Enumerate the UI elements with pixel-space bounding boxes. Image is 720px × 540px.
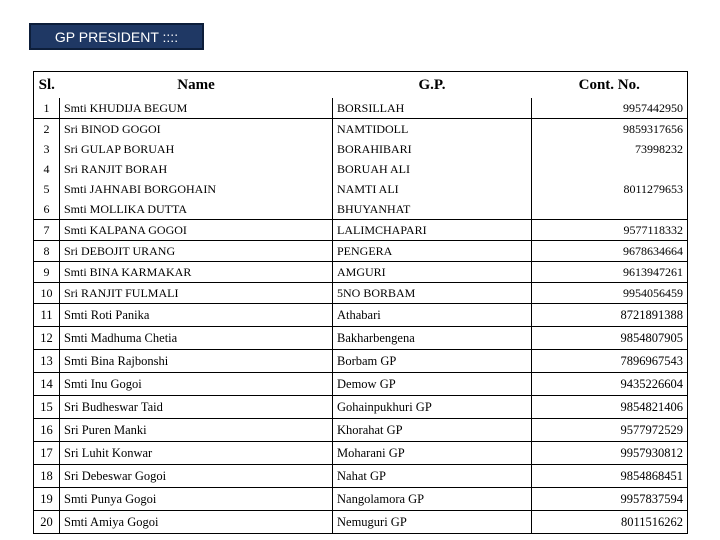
table-row <box>34 488 688 511</box>
table-row <box>34 139 688 159</box>
cell-name: Sri Luhit Konwar <box>60 442 333 465</box>
cell-contact: 8721891388 <box>532 304 688 327</box>
cell-contact <box>532 199 688 220</box>
cell-contact: 9577972529 <box>532 419 688 442</box>
table-row <box>34 159 688 179</box>
cell-gp: AMGURI <box>333 262 532 283</box>
cell-sl: 14 <box>34 373 60 396</box>
table-row <box>34 179 688 199</box>
cell-name: Sri Debeswar Gogoi <box>60 465 333 488</box>
cell-name: Smti Punya Gogoi <box>60 488 333 511</box>
table-row <box>34 119 688 140</box>
cell-sl: 1 <box>34 98 60 119</box>
cell-name: Smti Madhuma Chetia <box>60 327 333 350</box>
cell-gp: 5NO BORBAM <box>333 283 532 304</box>
cell-sl: 20 <box>34 511 60 534</box>
cell-sl: 16 <box>34 419 60 442</box>
cell-sl: 10 <box>34 283 60 304</box>
table-row <box>34 304 688 327</box>
cell-contact: 9613947261 <box>532 262 688 283</box>
table-row <box>34 419 688 442</box>
cell-name: Smti KALPANA GOGOI <box>60 220 333 241</box>
table-row <box>34 283 688 304</box>
cell-name: Sri Budheswar Taid <box>60 396 333 419</box>
header-contact: Cont. No. <box>532 72 688 99</box>
cell-gp: LALIMCHAPARI <box>333 220 532 241</box>
table-row <box>34 98 688 119</box>
cell-name: Sri BINOD GOGOI <box>60 119 333 140</box>
cell-name: Sri GULAP BORUAH <box>60 139 333 159</box>
cell-contact: 9957837594 <box>532 488 688 511</box>
cell-gp: Moharani GP <box>333 442 532 465</box>
cell-contact: 9854821406 <box>532 396 688 419</box>
table-row <box>34 442 688 465</box>
header-gp: G.P. <box>333 72 532 99</box>
cell-contact: 9678634664 <box>532 241 688 262</box>
cell-name: Smti Roti Panika <box>60 304 333 327</box>
cell-contact: 9859317656 <box>532 119 688 140</box>
table-row <box>34 396 688 419</box>
cell-gp: BHUYANHAT <box>333 199 532 220</box>
header-sl: Sl. <box>34 72 60 99</box>
cell-sl: 19 <box>34 488 60 511</box>
president-table <box>33 71 688 534</box>
cell-name: Sri DEBOJIT URANG <box>60 241 333 262</box>
table-row <box>34 373 688 396</box>
cell-gp: Nahat GP <box>333 465 532 488</box>
table-row <box>34 465 688 488</box>
table-row <box>34 511 688 534</box>
header-name: Name <box>60 72 333 99</box>
cell-gp: Bakharbengena <box>333 327 532 350</box>
page-title: GP PRESIDENT :::: <box>29 23 204 50</box>
cell-gp: BORUAH ALI <box>333 159 532 179</box>
cell-gp: Nemuguri GP <box>333 511 532 534</box>
cell-gp: NAMTI ALI <box>333 179 532 199</box>
cell-name: Smti BINA KARMAKAR <box>60 262 333 283</box>
cell-name: Smti Inu Gogoi <box>60 373 333 396</box>
table-row <box>34 241 688 262</box>
cell-name: Smti Amiya Gogoi <box>60 511 333 534</box>
cell-contact: 9854807905 <box>532 327 688 350</box>
cell-sl: 11 <box>34 304 60 327</box>
cell-contact: 73998232 <box>532 139 688 159</box>
cell-name: Smti KHUDIJA BEGUM <box>60 98 333 119</box>
cell-gp: BORSILLAH <box>333 98 532 119</box>
cell-name: Sri RANJIT FULMALI <box>60 283 333 304</box>
cell-gp: Nangolamora GP <box>333 488 532 511</box>
cell-sl: 18 <box>34 465 60 488</box>
cell-sl: 15 <box>34 396 60 419</box>
cell-sl: 17 <box>34 442 60 465</box>
table-row <box>34 350 688 373</box>
cell-gp: Gohainpukhuri GP <box>333 396 532 419</box>
cell-contact: 9435226604 <box>532 373 688 396</box>
cell-sl: 2 <box>34 119 60 140</box>
cell-sl: 13 <box>34 350 60 373</box>
cell-contact: 7896967543 <box>532 350 688 373</box>
cell-name: Smti MOLLIKA DUTTA <box>60 199 333 220</box>
table-row <box>34 220 688 241</box>
table-row <box>34 327 688 350</box>
cell-sl: 7 <box>34 220 60 241</box>
cell-sl: 8 <box>34 241 60 262</box>
cell-sl: 12 <box>34 327 60 350</box>
cell-sl: 3 <box>34 139 60 159</box>
cell-contact: 9954056459 <box>532 283 688 304</box>
table-row <box>34 262 688 283</box>
cell-contact: 8011279653 <box>532 179 688 199</box>
cell-gp: PENGERA <box>333 241 532 262</box>
cell-gp: Demow GP <box>333 373 532 396</box>
cell-gp: Borbam GP <box>333 350 532 373</box>
cell-name: Sri Puren Manki <box>60 419 333 442</box>
table-body <box>34 98 688 534</box>
cell-sl: 6 <box>34 199 60 220</box>
cell-gp: Athabari <box>333 304 532 327</box>
cell-gp: Khorahat GP <box>333 419 532 442</box>
cell-gp: BORAHIBARI <box>333 139 532 159</box>
cell-name: Sri RANJIT BORAH <box>60 159 333 179</box>
cell-gp: NAMTIDOLL <box>333 119 532 140</box>
cell-contact <box>532 159 688 179</box>
cell-sl: 9 <box>34 262 60 283</box>
cell-contact: 9577118332 <box>532 220 688 241</box>
cell-sl: 4 <box>34 159 60 179</box>
cell-contact: 9957930812 <box>532 442 688 465</box>
cell-contact: 9957442950 <box>532 98 688 119</box>
cell-contact: 9854868451 <box>532 465 688 488</box>
cell-name: Smti JAHNABI BORGOHAIN <box>60 179 333 199</box>
cell-name: Smti Bina Rajbonshi <box>60 350 333 373</box>
cell-sl: 5 <box>34 179 60 199</box>
cell-contact: 8011516262 <box>532 511 688 534</box>
table-row <box>34 199 688 220</box>
table-header-row <box>34 72 688 99</box>
